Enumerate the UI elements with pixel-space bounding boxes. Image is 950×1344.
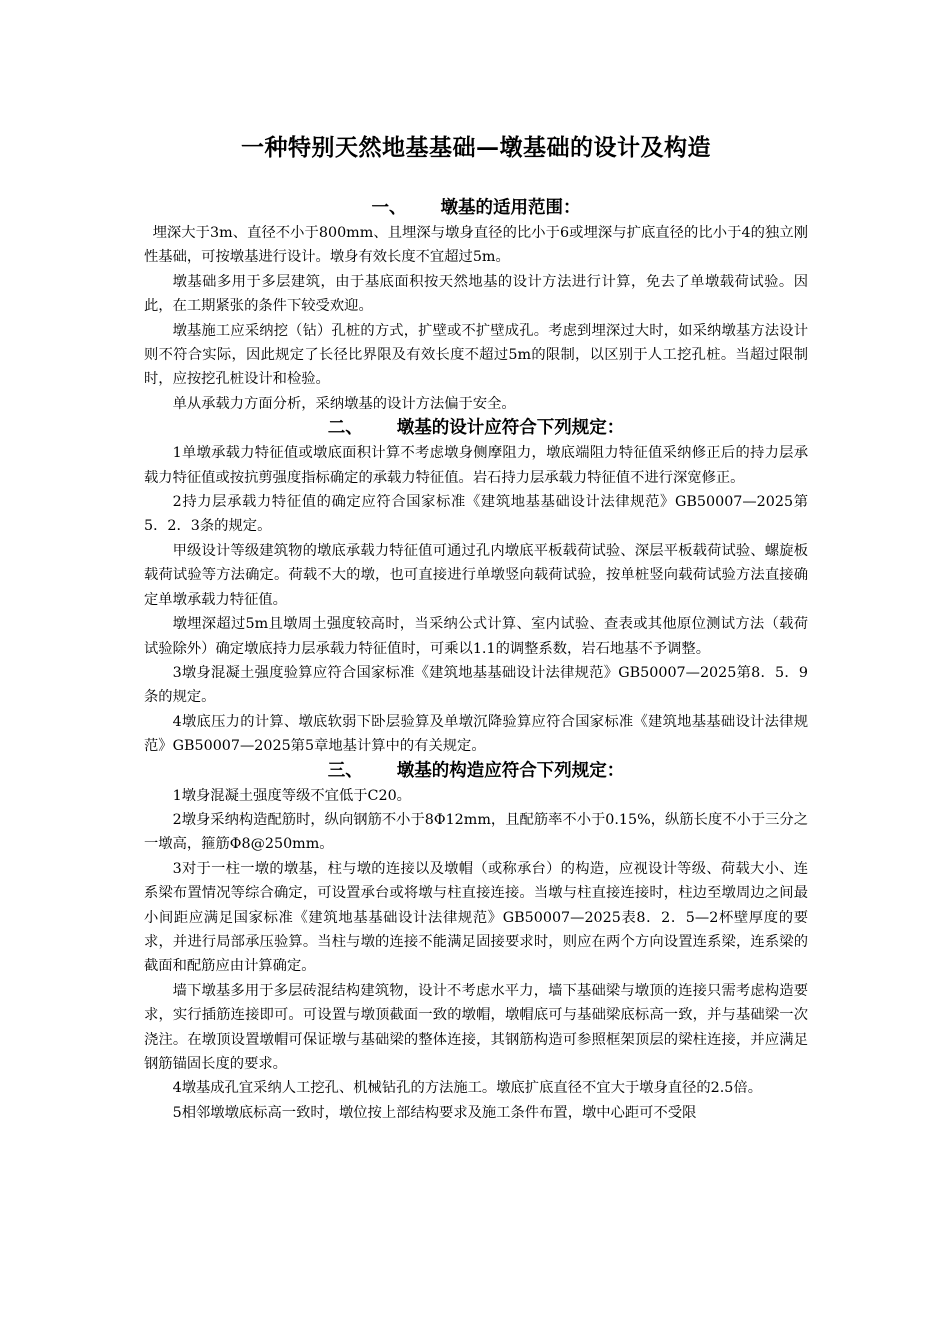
section-heading-1 bbox=[144, 196, 808, 221]
section-title: 墩基的构造应符合下列规定： bbox=[396, 760, 625, 781]
section-number: 二、 bbox=[327, 418, 363, 439]
paragraph: 墩基础多用于多层建筑，由于基底面积按天然地基的设计方法进行计算，免去了单墩载荷试验。因此，在工期紧张的条件下较受欢迎。 bbox=[144, 273, 808, 315]
paragraph: 2墩身采纳构造配筋时，纵向钢筋不小于8Φ12mm，且配筋率不小于0.15%，纵筋长度不小于三分之一墩高，箍筋Φ8@250mm。 bbox=[144, 811, 808, 853]
paragraph: 4墩底压力的计算、墩底软弱下卧层验算及单墩沉降验算应符合国家标准《建筑地基基础设计法律规范》GB50007—2025第5章地基计算中的有关规定。 bbox=[144, 713, 808, 755]
paragraph: 3墩身混凝土强度验算应符合国家标准《建筑地基基础设计法律规范》GB50007—2025第8．5．9条的规定。 bbox=[144, 664, 808, 706]
paragraph: 单从承载力方面分析，采纳墩基的设计方法偏于安全。 bbox=[172, 395, 516, 412]
section-number: 三、 bbox=[327, 760, 363, 781]
paragraph: 甲级设计等级建筑物的墩底承载力特征值可通过孔内墩底平板载荷试验、深层平板载荷试验、螺旋板载荷试验等方法确定。荷载不大的墩，也可直接进行单墩竖向载荷试验，按单桩竖向载荷试验方法直接确定单墩承载力特征值。 bbox=[144, 542, 808, 608]
paragraph: 1墩身混凝土强度等级不宜低于C20。 bbox=[172, 787, 411, 804]
paragraph: 墙下墩基多用于多层砖混结构建筑物，设计不考虑水平力，墙下基础梁与墩顶的连接只需考虑构造要求，实行插筋连接即可。可设置与墩顶截面一致的墩帽，墩帽底可与基础梁底标高一致，并与基础梁一次浇注。在墩顶设置墩帽可保证墩与基础梁的整体连接，其钢筋构造可参照框架顶层的梁柱连接，并应满足钢筋锚固长度的要求。 bbox=[144, 982, 808, 1072]
document-page bbox=[144, 130, 808, 1125]
paragraph: 2持力层承载力特征值的确定应符合国家标准《建筑地基基础设计法律规范》GB50007—2025第5．2．3条的规定。 bbox=[144, 494, 808, 535]
section-number: 一、 bbox=[371, 198, 407, 218]
paragraph: 4墩基成孔宜采纳人工挖孔、机械钻孔的方法施工。墩底扩底直径不宜大于墩身直径的2.5倍。 bbox=[172, 1080, 763, 1097]
paragraph: 墩基施工应采纳挖（钻）孔桩的方式，扩壁或不扩壁成孔。考虑到埋深过大时，如采纳墩基方法设计则不符合实际，因此规定了长径比界限及有效长度不超过5m的限制，以区别于人工挖孔桩。当超过限制时，应按挖孔桩设计和检验。 bbox=[144, 322, 808, 388]
paragraph: 墩埋深超过5m且墩周土强度较高时，当采纳公式计算、室内试验、查表或其他原位测试方法（载荷试验除外）确定墩底持力层承载力特征值时，可乘以1.1的调整系数，岩石地基不予调整。 bbox=[144, 616, 808, 657]
paragraph: 1单墩承载力特征值或墩底面积计算不考虑墩身侧摩阻力，墩底端阻力特征值采纳修正后的持力层承载力特征值或按抗剪强度指标确定的承载力特征值。岩石持力层承载力特征值不进行深宽修正。 bbox=[144, 445, 808, 486]
section-title: 墩基的适用范围： bbox=[440, 198, 581, 218]
section-heading-3 bbox=[144, 759, 808, 784]
paragraph: 埋深大于3m、直径不小于800mm、且埋深与墩身直径的比小于6或埋深与扩底直径的比小于4的独立刚性基础，可按墩基进行设计。墩身有效长度不宜超过5m。 bbox=[144, 225, 808, 266]
section-heading-2 bbox=[144, 416, 808, 441]
section-title: 墩基的设计应符合下列规定： bbox=[396, 418, 625, 439]
paragraph: 3对于一柱一墩的墩基，柱与墩的连接以及墩帽（或称承台）的构造，应视设计等级、荷载大小、连系梁布置情况等综合确定，可设置承台或将墩与柱直接连接。当墩与柱直接连接时，柱边至墩周边之间最小间距应满足国家标准《建筑地基基础设计法律规范》GB50007—2025表8．2．5—2杯壁厚度的要求，并进行局部承压验算。当柱与墩的连接不能满足固接要求时，则应在两个方向设置连系梁，连系梁的截面和配筋应由计算确定。 bbox=[144, 860, 808, 975]
paragraph: 5相邻墩墩底标高一致时，墩位按上部结构要求及施工条件布置，墩中心距可不受限 bbox=[172, 1104, 697, 1121]
document-title: 一种特别天然地基基础—墩基础的设计及构造 bbox=[241, 134, 711, 161]
